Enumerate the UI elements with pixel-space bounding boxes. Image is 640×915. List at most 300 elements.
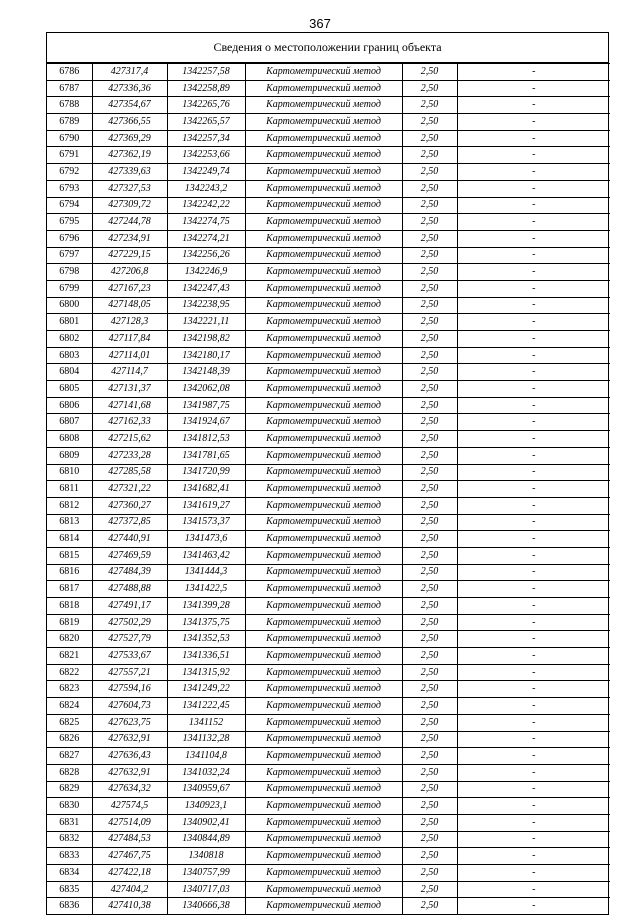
x-coordinate-cell: 427574,5 [92, 798, 167, 815]
y-coordinate-cell: 1342148,39 [167, 364, 245, 381]
note-cell: - [457, 681, 610, 698]
note-cell: - [457, 714, 610, 731]
method-cell: Картометрический метод [245, 364, 402, 381]
method-cell: Картометрический метод [245, 230, 402, 247]
x-coordinate-cell: 427339,63 [92, 164, 167, 181]
point-number-cell: 6818 [47, 598, 92, 615]
x-coordinate-cell: 427422,18 [92, 865, 167, 882]
y-coordinate-cell: 1342253,66 [167, 147, 245, 164]
note-cell: - [457, 97, 610, 114]
accuracy-cell: 2,50 [402, 481, 457, 498]
method-cell: Картометрический метод [245, 547, 402, 564]
table-row [47, 497, 610, 514]
accuracy-cell: 2,50 [402, 347, 457, 364]
table-row [47, 798, 610, 815]
point-number-cell: 6798 [47, 264, 92, 281]
method-cell: Картометрический метод [245, 848, 402, 865]
accuracy-cell: 2,50 [402, 731, 457, 748]
method-cell: Картометрический метод [245, 748, 402, 765]
note-cell: - [457, 164, 610, 181]
method-cell: Картометрический метод [245, 280, 402, 297]
y-coordinate-cell: 1342246,9 [167, 264, 245, 281]
y-coordinate-cell: 1342247,43 [167, 280, 245, 297]
x-coordinate-cell: 427167,23 [92, 280, 167, 297]
y-coordinate-cell: 1342265,76 [167, 97, 245, 114]
y-coordinate-cell: 1342257,34 [167, 130, 245, 147]
y-coordinate-cell: 1341720,99 [167, 464, 245, 481]
x-coordinate-cell: 427114,01 [92, 347, 167, 364]
method-cell: Картометрический метод [245, 214, 402, 231]
point-number-cell: 6800 [47, 297, 92, 314]
y-coordinate-cell: 1340666,38 [167, 898, 245, 914]
y-coordinate-cell: 1341132,28 [167, 731, 245, 748]
method-cell: Картометрический метод [245, 164, 402, 181]
point-number-cell: 6814 [47, 531, 92, 548]
method-cell: Картометрический метод [245, 764, 402, 781]
point-number-cell: 6825 [47, 714, 92, 731]
note-cell: - [457, 598, 610, 615]
method-cell: Картометрический метод [245, 314, 402, 331]
point-number-cell: 6793 [47, 180, 92, 197]
method-cell: Картометрический метод [245, 564, 402, 581]
point-number-cell: 6822 [47, 664, 92, 681]
note-cell: - [457, 247, 610, 264]
method-cell: Картометрический метод [245, 581, 402, 598]
y-coordinate-cell: 1341422,5 [167, 581, 245, 598]
table-body [47, 64, 610, 915]
y-coordinate-cell: 1341222,45 [167, 698, 245, 715]
accuracy-cell: 2,50 [402, 631, 457, 648]
note-cell: - [457, 197, 610, 214]
accuracy-cell: 2,50 [402, 648, 457, 665]
table-row [47, 731, 610, 748]
accuracy-cell: 2,50 [402, 447, 457, 464]
method-cell: Картометрический метод [245, 64, 402, 81]
y-coordinate-cell: 1342256,26 [167, 247, 245, 264]
method-cell: Картометрический метод [245, 97, 402, 114]
y-coordinate-cell: 1341032,24 [167, 764, 245, 781]
note-cell: - [457, 514, 610, 531]
note-cell: - [457, 881, 610, 898]
point-number-cell: 6796 [47, 230, 92, 247]
table-row [47, 247, 610, 264]
note-cell: - [457, 865, 610, 882]
accuracy-cell: 2,50 [402, 464, 457, 481]
method-cell: Картометрический метод [245, 381, 402, 398]
point-number-cell: 6824 [47, 698, 92, 715]
x-coordinate-cell: 427206,8 [92, 264, 167, 281]
y-coordinate-cell: 1341152 [167, 714, 245, 731]
point-number-cell: 6826 [47, 731, 92, 748]
accuracy-cell: 2,50 [402, 581, 457, 598]
x-coordinate-cell: 427533,67 [92, 648, 167, 665]
y-coordinate-cell: 1341924,67 [167, 414, 245, 431]
method-cell: Картометрический метод [245, 648, 402, 665]
method-cell: Картометрический метод [245, 664, 402, 681]
table-row [47, 397, 610, 414]
table-row [47, 147, 610, 164]
method-cell: Картометрический метод [245, 514, 402, 531]
y-coordinate-cell: 1341352,53 [167, 631, 245, 648]
accuracy-cell: 2,50 [402, 848, 457, 865]
x-coordinate-cell: 427491,17 [92, 598, 167, 615]
boundary-table-frame [46, 32, 609, 915]
x-coordinate-cell: 427234,91 [92, 230, 167, 247]
accuracy-cell: 2,50 [402, 614, 457, 631]
accuracy-cell: 2,50 [402, 214, 457, 231]
y-coordinate-cell: 1341987,75 [167, 397, 245, 414]
y-coordinate-cell: 1342062,08 [167, 381, 245, 398]
table-row [47, 581, 610, 598]
x-coordinate-cell: 427162,33 [92, 414, 167, 431]
y-coordinate-cell: 1342242,22 [167, 197, 245, 214]
x-coordinate-cell: 427467,75 [92, 848, 167, 865]
x-coordinate-cell: 427514,09 [92, 814, 167, 831]
note-cell: - [457, 130, 610, 147]
y-coordinate-cell: 1341473,6 [167, 531, 245, 548]
point-number-cell: 6811 [47, 481, 92, 498]
x-coordinate-cell: 427484,39 [92, 564, 167, 581]
note-cell: - [457, 431, 610, 448]
note-cell: - [457, 347, 610, 364]
table-row [47, 681, 610, 698]
point-number-cell: 6803 [47, 347, 92, 364]
x-coordinate-cell: 427632,91 [92, 731, 167, 748]
method-cell: Картометрический метод [245, 698, 402, 715]
point-number-cell: 6787 [47, 80, 92, 97]
note-cell: - [457, 581, 610, 598]
accuracy-cell: 2,50 [402, 598, 457, 615]
note-cell: - [457, 564, 610, 581]
x-coordinate-cell: 427488,88 [92, 581, 167, 598]
method-cell: Картометрический метод [245, 80, 402, 97]
table-row [47, 564, 610, 581]
accuracy-cell: 2,50 [402, 197, 457, 214]
accuracy-cell: 2,50 [402, 531, 457, 548]
method-cell: Картометрический метод [245, 798, 402, 815]
table-row [47, 764, 610, 781]
accuracy-cell: 2,50 [402, 865, 457, 882]
method-cell: Картометрический метод [245, 781, 402, 798]
x-coordinate-cell: 427369,29 [92, 130, 167, 147]
point-number-cell: 6828 [47, 764, 92, 781]
table-row [47, 97, 610, 114]
note-cell: - [457, 481, 610, 498]
point-number-cell: 6804 [47, 364, 92, 381]
note-cell: - [457, 397, 610, 414]
method-cell: Картометрический метод [245, 898, 402, 914]
x-coordinate-cell: 427484,53 [92, 831, 167, 848]
x-coordinate-cell: 427321,22 [92, 481, 167, 498]
table-row [47, 631, 610, 648]
x-coordinate-cell: 427233,28 [92, 447, 167, 464]
note-cell: - [457, 114, 610, 131]
x-coordinate-cell: 427360,27 [92, 497, 167, 514]
note-cell: - [457, 648, 610, 665]
method-cell: Картометрический метод [245, 464, 402, 481]
x-coordinate-cell: 427366,55 [92, 114, 167, 131]
table-row [47, 197, 610, 214]
x-coordinate-cell: 427229,15 [92, 247, 167, 264]
accuracy-cell: 2,50 [402, 514, 457, 531]
accuracy-cell: 2,50 [402, 280, 457, 297]
y-coordinate-cell: 1341619,27 [167, 497, 245, 514]
point-number-cell: 6809 [47, 447, 92, 464]
y-coordinate-cell: 1341336,51 [167, 648, 245, 665]
method-cell: Картометрический метод [245, 264, 402, 281]
point-number-cell: 6812 [47, 497, 92, 514]
note-cell: - [457, 314, 610, 331]
method-cell: Картометрический метод [245, 414, 402, 431]
note-cell: - [457, 781, 610, 798]
note-cell: - [457, 230, 610, 247]
table-row [47, 698, 610, 715]
note-cell: - [457, 447, 610, 464]
y-coordinate-cell: 1342198,82 [167, 331, 245, 348]
point-number-cell: 6835 [47, 881, 92, 898]
table-row [47, 514, 610, 531]
x-coordinate-cell: 427594,16 [92, 681, 167, 698]
table-row [47, 614, 610, 631]
method-cell: Картометрический метод [245, 831, 402, 848]
y-coordinate-cell: 1341104,8 [167, 748, 245, 765]
table-row [47, 547, 610, 564]
method-cell: Картометрический метод [245, 614, 402, 631]
note-cell: - [457, 814, 610, 831]
note-cell: - [457, 464, 610, 481]
point-number-cell: 6830 [47, 798, 92, 815]
table-row [47, 881, 610, 898]
point-number-cell: 6788 [47, 97, 92, 114]
table-row [47, 230, 610, 247]
table-row [47, 64, 610, 81]
table-row [47, 781, 610, 798]
accuracy-cell: 2,50 [402, 814, 457, 831]
accuracy-cell: 2,50 [402, 314, 457, 331]
accuracy-cell: 2,50 [402, 147, 457, 164]
point-number-cell: 6832 [47, 831, 92, 848]
note-cell: - [457, 764, 610, 781]
accuracy-cell: 2,50 [402, 230, 457, 247]
accuracy-cell: 2,50 [402, 431, 457, 448]
method-cell: Картометрический метод [245, 297, 402, 314]
table-row [47, 464, 610, 481]
x-coordinate-cell: 427410,38 [92, 898, 167, 914]
note-cell: - [457, 331, 610, 348]
point-number-cell: 6819 [47, 614, 92, 631]
accuracy-cell: 2,50 [402, 381, 457, 398]
point-number-cell: 6805 [47, 381, 92, 398]
point-number-cell: 6833 [47, 848, 92, 865]
x-coordinate-cell: 427354,67 [92, 97, 167, 114]
x-coordinate-cell: 427117,84 [92, 331, 167, 348]
x-coordinate-cell: 427623,75 [92, 714, 167, 731]
x-coordinate-cell: 427336,36 [92, 80, 167, 97]
accuracy-cell: 2,50 [402, 264, 457, 281]
note-cell: - [457, 214, 610, 231]
y-coordinate-cell: 1342274,75 [167, 214, 245, 231]
y-coordinate-cell: 1341682,41 [167, 481, 245, 498]
method-cell: Картометрический метод [245, 130, 402, 147]
accuracy-cell: 2,50 [402, 297, 457, 314]
y-coordinate-cell: 1342274,21 [167, 230, 245, 247]
point-number-cell: 6791 [47, 147, 92, 164]
accuracy-cell: 2,50 [402, 764, 457, 781]
method-cell: Картометрический метод [245, 147, 402, 164]
table-row [47, 164, 610, 181]
point-number-cell: 6789 [47, 114, 92, 131]
accuracy-cell: 2,50 [402, 164, 457, 181]
x-coordinate-cell: 427215,62 [92, 431, 167, 448]
method-cell: Картометрический метод [245, 814, 402, 831]
table-row [47, 331, 610, 348]
method-cell: Картометрический метод [245, 497, 402, 514]
x-coordinate-cell: 427141,68 [92, 397, 167, 414]
y-coordinate-cell: 1340757,99 [167, 865, 245, 882]
table-row [47, 414, 610, 431]
accuracy-cell: 2,50 [402, 64, 457, 81]
method-cell: Картометрический метод [245, 881, 402, 898]
table-title: Сведения о местоположении границ объекта [47, 33, 608, 63]
table-row [47, 447, 610, 464]
table-row [47, 714, 610, 731]
x-coordinate-cell: 427634,32 [92, 781, 167, 798]
x-coordinate-cell: 427285,58 [92, 464, 167, 481]
method-cell: Картометрический метод [245, 714, 402, 731]
x-coordinate-cell: 427502,29 [92, 614, 167, 631]
accuracy-cell: 2,50 [402, 180, 457, 197]
note-cell: - [457, 297, 610, 314]
accuracy-cell: 2,50 [402, 397, 457, 414]
note-cell: - [457, 414, 610, 431]
x-coordinate-cell: 427404,2 [92, 881, 167, 898]
accuracy-cell: 2,50 [402, 114, 457, 131]
accuracy-cell: 2,50 [402, 781, 457, 798]
point-number-cell: 6786 [47, 64, 92, 81]
y-coordinate-cell: 1340717,03 [167, 881, 245, 898]
note-cell: - [457, 748, 610, 765]
x-coordinate-cell: 427148,05 [92, 297, 167, 314]
table-row [47, 347, 610, 364]
accuracy-cell: 2,50 [402, 97, 457, 114]
method-cell: Картометрический метод [245, 247, 402, 264]
x-coordinate-cell: 427131,37 [92, 381, 167, 398]
note-cell: - [457, 364, 610, 381]
method-cell: Картометрический метод [245, 347, 402, 364]
accuracy-cell: 2,50 [402, 80, 457, 97]
method-cell: Картометрический метод [245, 731, 402, 748]
y-coordinate-cell: 1342221,11 [167, 314, 245, 331]
accuracy-cell: 2,50 [402, 881, 457, 898]
table-row [47, 531, 610, 548]
point-number-cell: 6795 [47, 214, 92, 231]
point-number-cell: 6807 [47, 414, 92, 431]
y-coordinate-cell: 1341315,92 [167, 664, 245, 681]
note-cell: - [457, 381, 610, 398]
y-coordinate-cell: 1342265,57 [167, 114, 245, 131]
y-coordinate-cell: 1342258,89 [167, 80, 245, 97]
table-row [47, 831, 610, 848]
table-row [47, 814, 610, 831]
y-coordinate-cell: 1342238,95 [167, 297, 245, 314]
method-cell: Картометрический метод [245, 180, 402, 197]
x-coordinate-cell: 427317,4 [92, 64, 167, 81]
point-number-cell: 6817 [47, 581, 92, 598]
accuracy-cell: 2,50 [402, 547, 457, 564]
method-cell: Картометрический метод [245, 598, 402, 615]
accuracy-cell: 2,50 [402, 798, 457, 815]
note-cell: - [457, 497, 610, 514]
table-row [47, 364, 610, 381]
accuracy-cell: 2,50 [402, 681, 457, 698]
note-cell: - [457, 664, 610, 681]
point-number-cell: 6823 [47, 681, 92, 698]
point-number-cell: 6820 [47, 631, 92, 648]
point-number-cell: 6831 [47, 814, 92, 831]
accuracy-cell: 2,50 [402, 497, 457, 514]
point-number-cell: 6827 [47, 748, 92, 765]
method-cell: Картометрический метод [245, 197, 402, 214]
method-cell: Картометрический метод [245, 447, 402, 464]
y-coordinate-cell: 1342180,17 [167, 347, 245, 364]
table-row [47, 865, 610, 882]
x-coordinate-cell: 427128,3 [92, 314, 167, 331]
point-number-cell: 6792 [47, 164, 92, 181]
y-coordinate-cell: 1340902,41 [167, 814, 245, 831]
table-row [47, 180, 610, 197]
method-cell: Картометрический метод [245, 681, 402, 698]
point-number-cell: 6816 [47, 564, 92, 581]
point-number-cell: 6829 [47, 781, 92, 798]
x-coordinate-cell: 427557,21 [92, 664, 167, 681]
x-coordinate-cell: 427440,91 [92, 531, 167, 548]
table-row [47, 381, 610, 398]
x-coordinate-cell: 427372,85 [92, 514, 167, 531]
method-cell: Картометрический метод [245, 631, 402, 648]
note-cell: - [457, 64, 610, 81]
method-cell: Картометрический метод [245, 531, 402, 548]
method-cell: Картометрический метод [245, 431, 402, 448]
table-row [47, 297, 610, 314]
table-row [47, 664, 610, 681]
point-number-cell: 6794 [47, 197, 92, 214]
point-number-cell: 6806 [47, 397, 92, 414]
point-number-cell: 6801 [47, 314, 92, 331]
note-cell: - [457, 798, 610, 815]
table-row [47, 130, 610, 147]
note-cell: - [457, 898, 610, 914]
accuracy-cell: 2,50 [402, 714, 457, 731]
accuracy-cell: 2,50 [402, 247, 457, 264]
table-row [47, 264, 610, 281]
note-cell: - [457, 80, 610, 97]
accuracy-cell: 2,50 [402, 364, 457, 381]
table-row [47, 598, 610, 615]
table-row [47, 214, 610, 231]
note-cell: - [457, 547, 610, 564]
accuracy-cell: 2,50 [402, 331, 457, 348]
table-row [47, 314, 610, 331]
table-row [47, 80, 610, 97]
note-cell: - [457, 147, 610, 164]
y-coordinate-cell: 1340923,1 [167, 798, 245, 815]
note-cell: - [457, 631, 610, 648]
x-coordinate-cell: 427636,43 [92, 748, 167, 765]
x-coordinate-cell: 427114,7 [92, 364, 167, 381]
method-cell: Картометрический метод [245, 114, 402, 131]
x-coordinate-cell: 427632,91 [92, 764, 167, 781]
x-coordinate-cell: 427327,53 [92, 180, 167, 197]
